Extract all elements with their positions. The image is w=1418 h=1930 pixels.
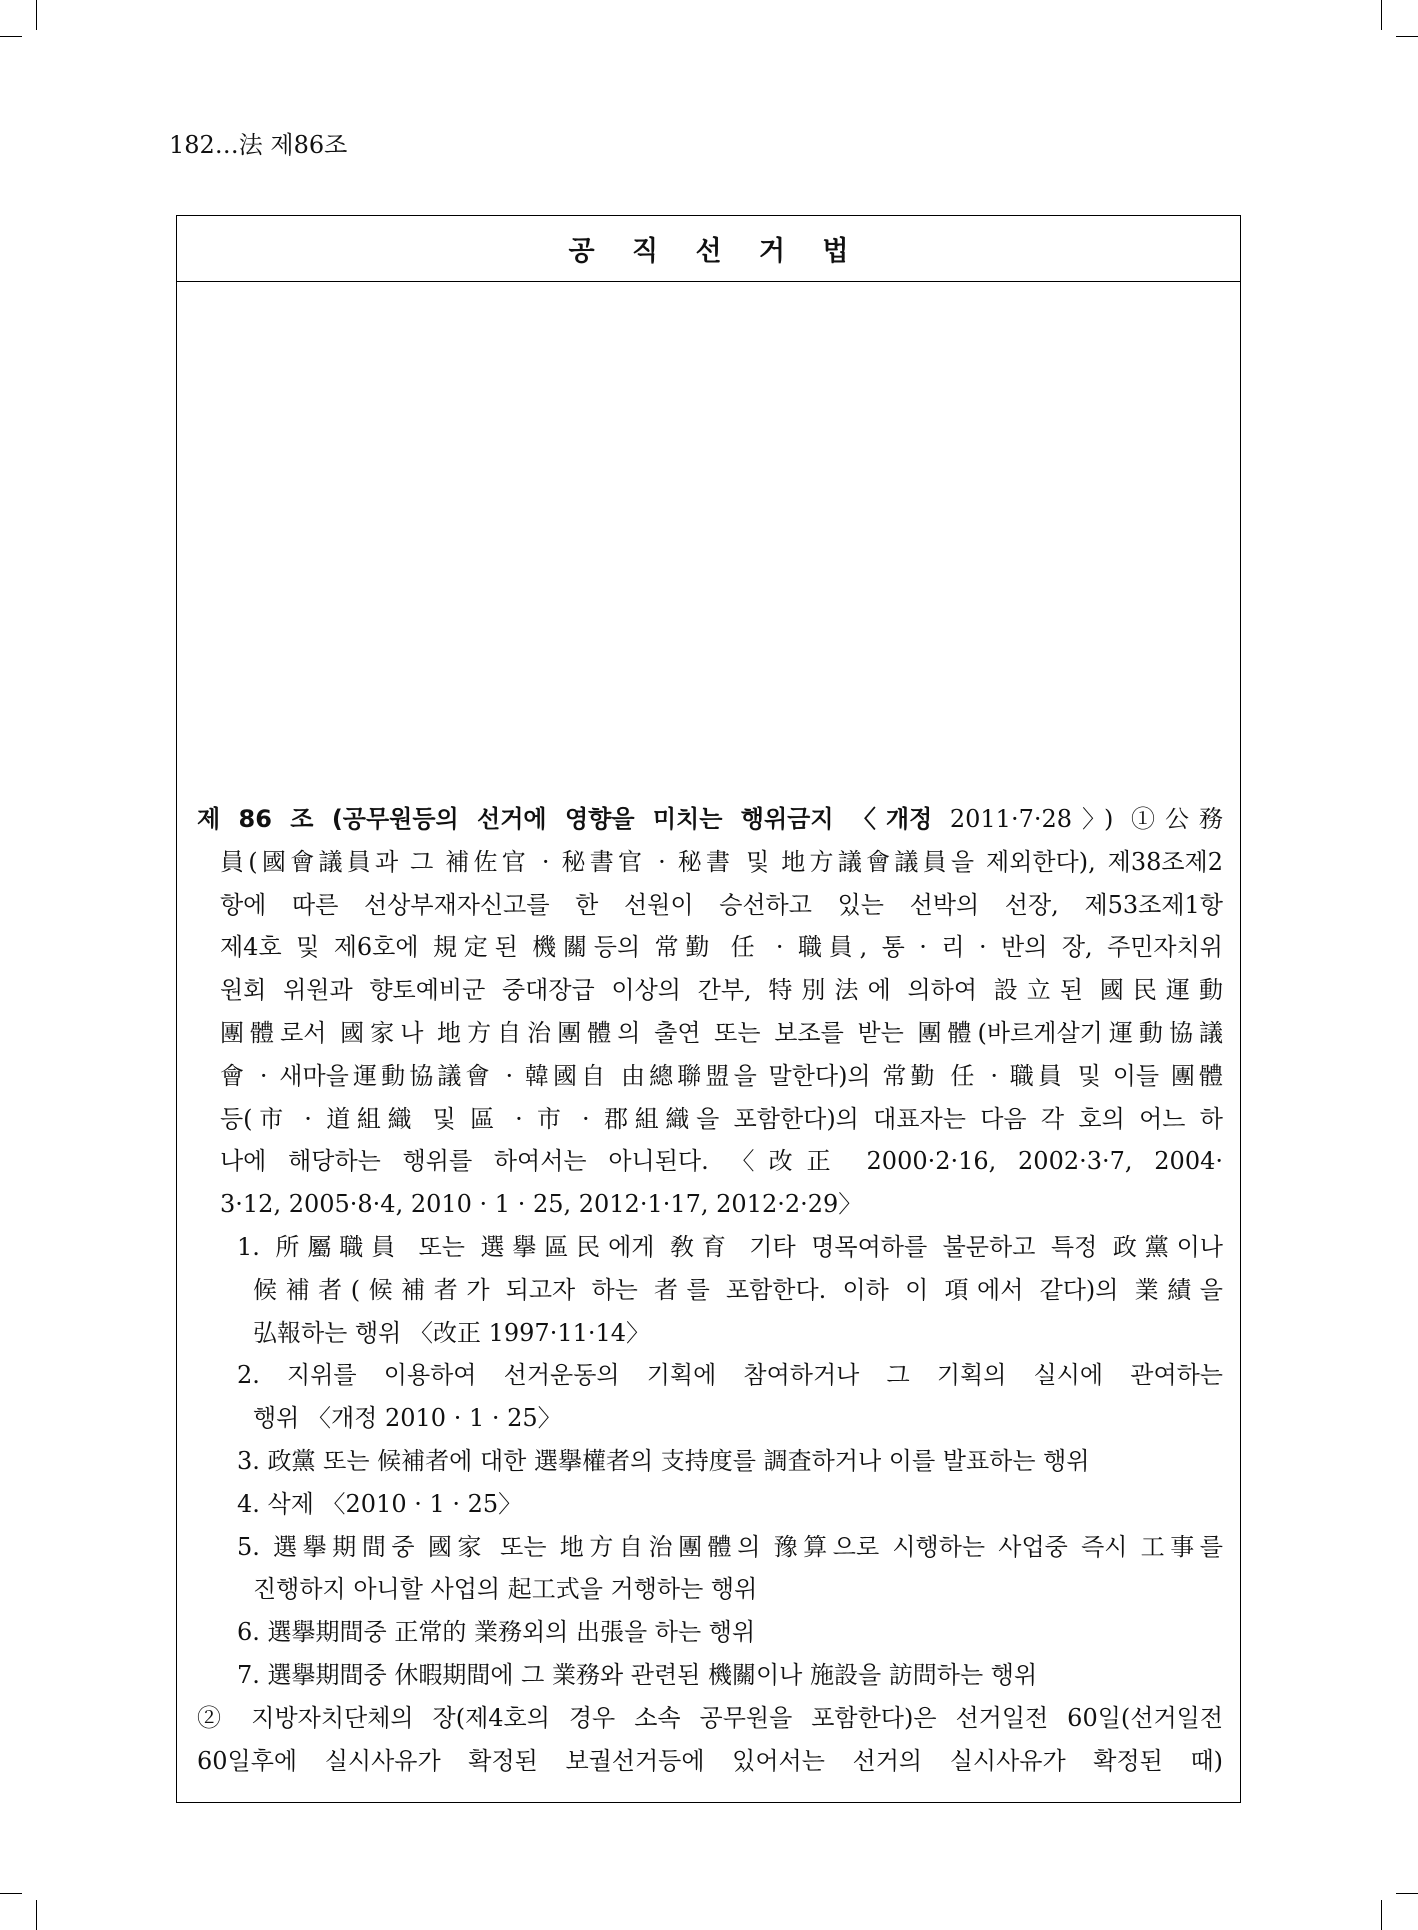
item-3-line: 3. 政黨 또는 候補者에 대한 選擧權者의 支持度를 調査하거나 이를 발표하는 행위: [237, 1446, 1090, 1475]
item-5-line: 진행하지 아니할 사업의 起工式을 거행하는 행위: [253, 1575, 758, 1604]
item-1-line: 1. 所屬職員 또는 選擧區民에게 敎育 기타 명목여하를 불문하고 특정 政黨이나: [237, 1232, 1223, 1261]
paragraph-line: 원회 위원과 향토예비군 중대장급 이상의 간부, 特別法에 의하여 設立된 國民運動: [220, 976, 1223, 1005]
paragraph-line: 員(國會議員과 그 補佐官 · 秘書官 · 秘書 및 地方議會議員을 제외한다), 제38조제2: [220, 847, 1223, 876]
item-2-line: 행위 〈개정 2010 · 1 · 25〉: [253, 1404, 562, 1433]
paragraph-line: 제4호 및 제6호에 規定된 機關등의 常勤 任 · 職員, 통 · 리 · 반의 장, 주민자치위: [220, 933, 1223, 962]
crop-mark-top-left-vertical: [36, 0, 37, 30]
document-title: 공 직 선 거 법: [568, 236, 863, 267]
paragraph-line: 나에 해당하는 행위를 하여서는 아니된다. 〈改正 2000·2·16, 2002·3·7, 2004·: [220, 1147, 1223, 1176]
item-1-line: 候補者(候補者가 되고자 하는 者를 포함한다. 이하 이 項에서 같다)의 業績을: [253, 1275, 1223, 1304]
crop-mark-top-right-vertical: [1381, 0, 1382, 30]
paragraph-2-line: 60일후에 실시사유가 확정된 보궐선거등에 있어서는 선거의 실시사유가 확정된 때): [197, 1746, 1223, 1775]
article-body: [197, 798, 1223, 1782]
item-1-line: 弘報하는 행위 〈改正 1997·11·14〉: [253, 1318, 651, 1347]
crop-mark-bottom-right-vertical: [1381, 1900, 1382, 1930]
article-heading: [197, 798, 1223, 841]
page-header: 182…法 제86조: [169, 131, 348, 159]
crop-mark-bottom-left-vertical: [36, 1900, 37, 1930]
paragraph-line: 會 · 새마을運動協議會 · 韓國自 由總聯盟을 말한다)의 常勤 任 · 職員 및 이들 團體: [220, 1061, 1223, 1090]
item-6-line: 6. 選擧期間중 正常的 業務외의 出張을 하는 행위: [237, 1618, 756, 1647]
crop-mark-bottom-right-horizontal: [1396, 1893, 1418, 1894]
crop-mark-top-left-horizontal: [0, 36, 22, 37]
crop-mark-top-right-horizontal: [1396, 36, 1418, 37]
article-heading-start: ①公務: [1130, 805, 1223, 833]
crop-mark-bottom-left-horizontal: [0, 1893, 22, 1894]
item-2-line: 2. 지위를 이용하여 선거운동의 기획에 참여하거나 그 기획의 실시에 관여하는: [237, 1361, 1223, 1390]
item-5-line: 5. 選擧期間중 國家 또는 地方自治團體의 豫算으로 시행하는 사업중 즉시 工事를: [237, 1532, 1223, 1561]
paragraph-line: 등(市 · 道組織 및 區 · 市 · 郡組織을 포함한다)의 대표자는 다음 각 호의 어느 하: [220, 1104, 1223, 1133]
article-heading-title: 제 86 조 (공무원등의 선거에 영향을 미치는 행위금지 〈개정: [197, 805, 933, 833]
item-4-line: 4. 삭제 〈2010 · 1 · 25〉: [237, 1489, 523, 1518]
document-box: [176, 215, 1241, 1803]
title-bar: [177, 216, 1240, 282]
paragraph-line: 항에 따른 선상부재자신고를 한 선원이 승선하고 있는 선박의 선장, 제53조제1항: [220, 890, 1223, 919]
article-heading-amendment-date: 2011·7·28〉): [949, 805, 1114, 833]
paragraph-line: 團體로서 國家나 地方自治團體의 출연 또는 보조를 받는 團體(바르게살기運動協議: [220, 1018, 1223, 1047]
paragraph-line: 3·12, 2005·8·4, 2010 · 1 · 25, 2012·1·17, 2012·2·29〉: [220, 1190, 863, 1219]
paragraph-2-line: ② 지방자치단체의 장(제4호의 경우 소속 공무원을 포함한다)은 선거일전 60일(선거일전: [197, 1703, 1223, 1732]
item-7-line: 7. 選擧期間중 休暇期間에 그 業務와 관련된 機關이나 施設을 訪問하는 행위: [237, 1660, 1038, 1689]
